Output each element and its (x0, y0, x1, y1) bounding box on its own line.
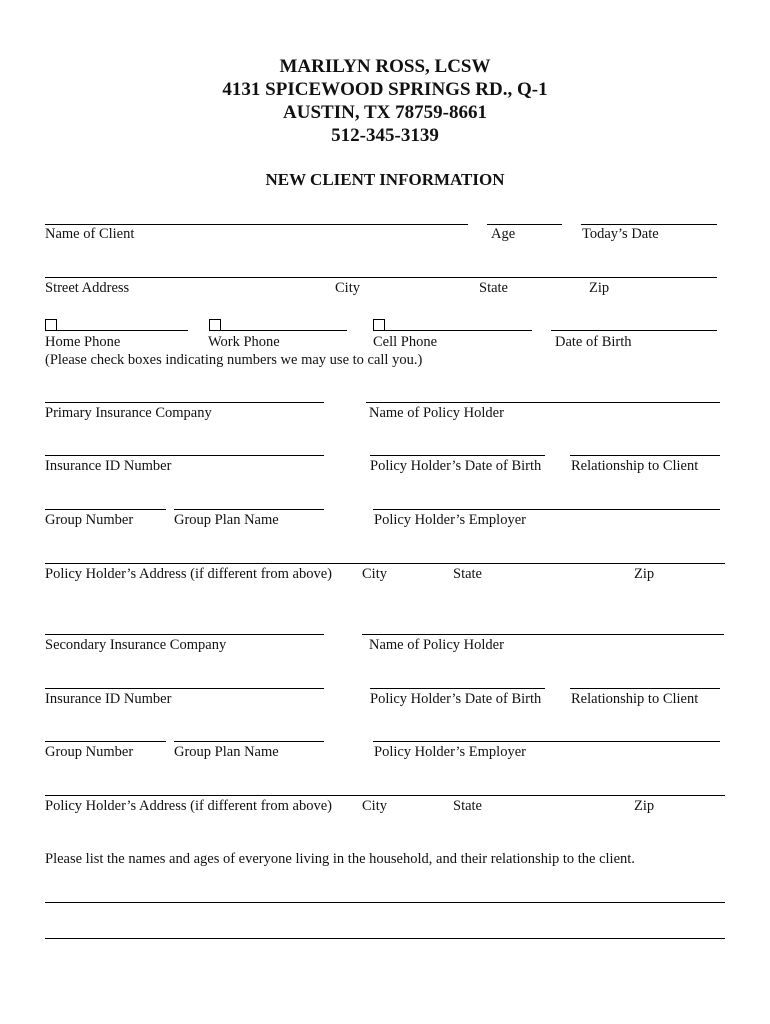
header-name: MARILYN ROSS, LCSW (279, 56, 491, 77)
zip-label: Zip (589, 280, 610, 296)
todays-date-label: Today’s Date (582, 226, 659, 242)
primary-holder-address-label: Policy Holder’s Address (if different from above) (45, 566, 332, 582)
primary-holder-name-label: Name of Policy Holder (369, 405, 504, 421)
primary-holder-name-field[interactable] (366, 402, 720, 403)
secondary-state-label: State (453, 798, 482, 814)
primary-relationship-field[interactable] (570, 455, 720, 456)
primary-group-number-field[interactable] (45, 509, 166, 510)
home-phone-label: Home Phone (45, 334, 121, 350)
secondary-employer-label: Policy Holder’s Employer (374, 744, 526, 760)
street-address-field[interactable] (45, 277, 717, 278)
secondary-city-label: City (362, 798, 387, 814)
cell-phone-field[interactable] (385, 330, 532, 331)
date-of-birth-field[interactable] (551, 330, 717, 331)
secondary-group-number-field[interactable] (45, 741, 166, 742)
secondary-relationship-label: Relationship to Client (571, 691, 699, 707)
primary-city-label: City (362, 566, 387, 582)
date-of-birth-label: Date of Birth (555, 334, 632, 350)
cell-phone-checkbox[interactable] (373, 319, 385, 331)
secondary-group-plan-label: Group Plan Name (174, 744, 279, 760)
client-age-field[interactable] (487, 224, 562, 225)
secondary-holder-address-label: Policy Holder’s Address (if different from above) (45, 798, 332, 814)
primary-holder-address-field[interactable] (45, 563, 725, 564)
primary-state-label: State (453, 566, 482, 582)
client-name-field[interactable] (45, 224, 468, 225)
secondary-employer-field[interactable] (373, 741, 720, 742)
todays-date-field[interactable] (581, 224, 717, 225)
client-name-label: Name of Client (45, 226, 135, 242)
home-phone-checkbox[interactable] (45, 319, 57, 331)
phone-checkbox-note: (Please check boxes indicating numbers we may use to call you.) (45, 352, 423, 368)
secondary-holder-name-label: Name of Policy Holder (369, 637, 504, 653)
household-prompt: Please list the names and ages of everyone living in the household, and their relationship to the client. (45, 851, 635, 867)
work-phone-checkbox[interactable] (209, 319, 221, 331)
primary-zip-label: Zip (634, 566, 655, 582)
primary-company-label: Primary Insurance Company (45, 405, 212, 421)
primary-group-plan-label: Group Plan Name (174, 512, 279, 528)
secondary-holder-name-field[interactable] (362, 634, 724, 635)
header-address-line2: AUSTIN, TX 78759-8661 (283, 102, 487, 123)
primary-employer-label: Policy Holder’s Employer (374, 512, 526, 528)
form-title: NEW CLIENT INFORMATION (265, 170, 505, 189)
cell-phone-label: Cell Phone (373, 334, 438, 350)
primary-relationship-label: Relationship to Client (571, 458, 699, 474)
primary-employer-field[interactable] (373, 509, 720, 510)
primary-id-field[interactable] (45, 455, 324, 456)
header-phone: 512-345-3139 (331, 125, 439, 146)
secondary-group-plan-field[interactable] (174, 741, 324, 742)
secondary-holder-address-field[interactable] (45, 795, 725, 796)
secondary-holder-dob-field[interactable] (370, 688, 545, 689)
state-label: State (479, 280, 508, 296)
city-label: City (335, 280, 360, 296)
primary-id-label: Insurance ID Number (45, 458, 172, 474)
work-phone-label: Work Phone (208, 334, 280, 350)
primary-group-plan-field[interactable] (174, 509, 324, 510)
work-phone-field[interactable] (221, 330, 347, 331)
secondary-company-label: Secondary Insurance Company (45, 637, 227, 653)
secondary-company-field[interactable] (45, 634, 324, 635)
primary-holder-dob-label: Policy Holder’s Date of Birth (370, 458, 542, 474)
secondary-group-number-label: Group Number (45, 744, 134, 760)
primary-holder-dob-field[interactable] (370, 455, 545, 456)
household-line-1[interactable] (45, 902, 725, 903)
age-label: Age (491, 226, 516, 242)
household-line-2[interactable] (45, 938, 725, 939)
header-address-line1: 4131 SPICEWOOD SPRINGS RD., Q-1 (222, 79, 548, 100)
street-address-label: Street Address (45, 280, 130, 296)
secondary-id-field[interactable] (45, 688, 324, 689)
secondary-zip-label: Zip (634, 798, 655, 814)
home-phone-field[interactable] (57, 330, 188, 331)
secondary-holder-dob-label: Policy Holder’s Date of Birth (370, 691, 542, 707)
secondary-relationship-field[interactable] (570, 688, 720, 689)
secondary-id-label: Insurance ID Number (45, 691, 172, 707)
primary-group-number-label: Group Number (45, 512, 134, 528)
primary-company-field[interactable] (45, 402, 324, 403)
